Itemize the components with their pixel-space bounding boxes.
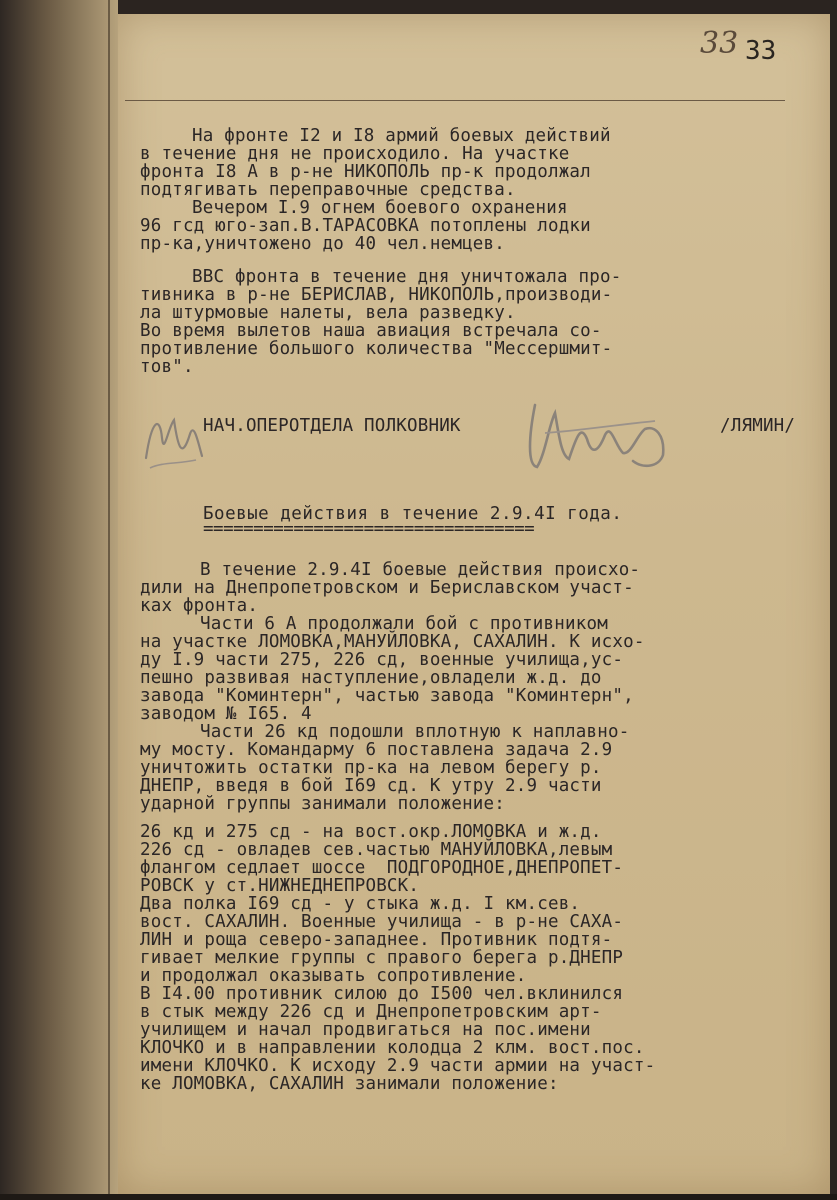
body-line: В I4.00 противник силою до I500 чел.вклинился: [140, 984, 624, 1004]
page-fold: [108, 0, 110, 1200]
body-line: ДНЕПР, введя в бой I69 сд. К утру 2.9 части: [140, 776, 602, 796]
text-line: пр-ка,уничтожено до 40 чел.немцев.: [140, 234, 506, 254]
body-line: гивает мелкие группы с правого берега р.ДНЕПР: [140, 948, 624, 968]
stamped-page-number: 33: [745, 36, 777, 66]
body-line: ударной группы занимали положение:: [140, 794, 506, 814]
body-line: флангом седлает шоссе ПОДГОРОДНОЕ,ДНЕПРОПЕТ-: [140, 858, 624, 878]
scan-margin: [0, 0, 118, 1200]
signatory-title: НАЧ.ОПЕРОТДЕЛА ПОЛКОВНИК: [203, 416, 461, 436]
body-line: на участке ЛОМОВКА,МАНУЙЛОВКА, САХАЛИН. К исхо-: [140, 632, 645, 652]
body-line: имени КЛОЧКО. К исходу 2.9 части армии на участ-: [140, 1056, 656, 1076]
text-line: ла штурмовые налеты, вела разведку.: [140, 303, 516, 323]
body-line: Два полка I69 сд - у стыка ж.д. I км.сев.: [140, 894, 581, 914]
body-line: дили на Днепропетровском и Бериславском участ-: [140, 578, 634, 598]
body-line: Части 6 А продолжали бой с противником: [200, 614, 608, 634]
handwritten-signature: [515, 395, 685, 480]
handwritten-initials: [138, 398, 206, 478]
signatory-name: /ЛЯМИН/: [720, 416, 796, 436]
heading-underline: =================================: [203, 519, 535, 539]
text-line: На фронте I2 и I8 армий боевых действий: [192, 126, 611, 146]
body-line: заводом № I65. 4: [140, 704, 312, 724]
text-line: Вечером I.9 огнем боевого охранения: [192, 198, 568, 218]
text-line: противление большого количества "Мессершмит-: [140, 339, 613, 359]
text-line: тов".: [140, 357, 194, 377]
text-line: 96 гсд юго-зап.В.ТАРАСОВКА потоплены лодки: [140, 216, 591, 236]
body-line: в стык между 226 сд и Днепропетровским арт-: [140, 1002, 602, 1022]
body-line: В течение 2.9.4I боевые действия происхо-: [200, 560, 641, 580]
section-heading: Боевые действия в течение 2.9.4I года.: [203, 504, 623, 524]
text-line: Во время вылетов наша авиация встречала со-: [140, 321, 602, 341]
scan-bottom-edge: [0, 1194, 837, 1200]
body-line: уничтожить остатки пр-ка на левом берегу р.: [140, 758, 602, 778]
handwritten-page-number: 33: [700, 26, 739, 61]
body-line: Части 26 кд подошли вплотную к наплавно-: [200, 722, 630, 742]
body-line: му мосту. Командарму 6 поставлена задача 2.9: [140, 740, 613, 760]
text-line: фронта I8 А в р-не НИКОПОЛЬ пр-к продолжал: [140, 162, 591, 182]
text-line: ВВС фронта в течение дня уничтожала про-: [192, 267, 622, 287]
body-line: ке ЛОМОВКА, САХАЛИН занимали положение:: [140, 1074, 559, 1094]
body-line: училищем и начал продвигаться на пос.имени: [140, 1020, 591, 1040]
body-line: пешно развивая наступление,овладели ж.д. до: [140, 668, 602, 688]
body-line: 26 кд и 275 сд - на вост.окр.ЛОМОВКА и ж.д.: [140, 822, 602, 842]
body-line: вост. САХАЛИН. Военные училища - в р-не САХА-: [140, 912, 624, 932]
text-line: подтягивать переправочные средства.: [140, 180, 516, 200]
text-line: тивника в р-не БЕРИСЛАВ, НИКОПОЛЬ,производи-: [140, 285, 613, 305]
body-line: ЛИН и роща северо-западнее. Противник подтя-: [140, 930, 613, 950]
top-rule-line: [125, 100, 785, 101]
body-line: КЛОЧКО и в направлении колодца 2 клм. вост.пос.: [140, 1038, 645, 1058]
text-line: в течение дня не происходило. На участке: [140, 144, 570, 164]
body-line: ках фронта.: [140, 596, 259, 616]
body-line: и продолжал оказывать сопротивление.: [140, 966, 527, 986]
body-line: 226 сд - овладев сев.частью МАНУЙЛОВКА,левым: [140, 840, 613, 860]
body-line: ду I.9 части 275, 226 сд, военные училища,ус-: [140, 650, 624, 670]
body-line: завода "Коминтерн", частью завода "Коминтерн",: [140, 686, 634, 706]
body-line: РОВСК у ст.НИЖНЕДНЕПРОВСК.: [140, 876, 420, 896]
